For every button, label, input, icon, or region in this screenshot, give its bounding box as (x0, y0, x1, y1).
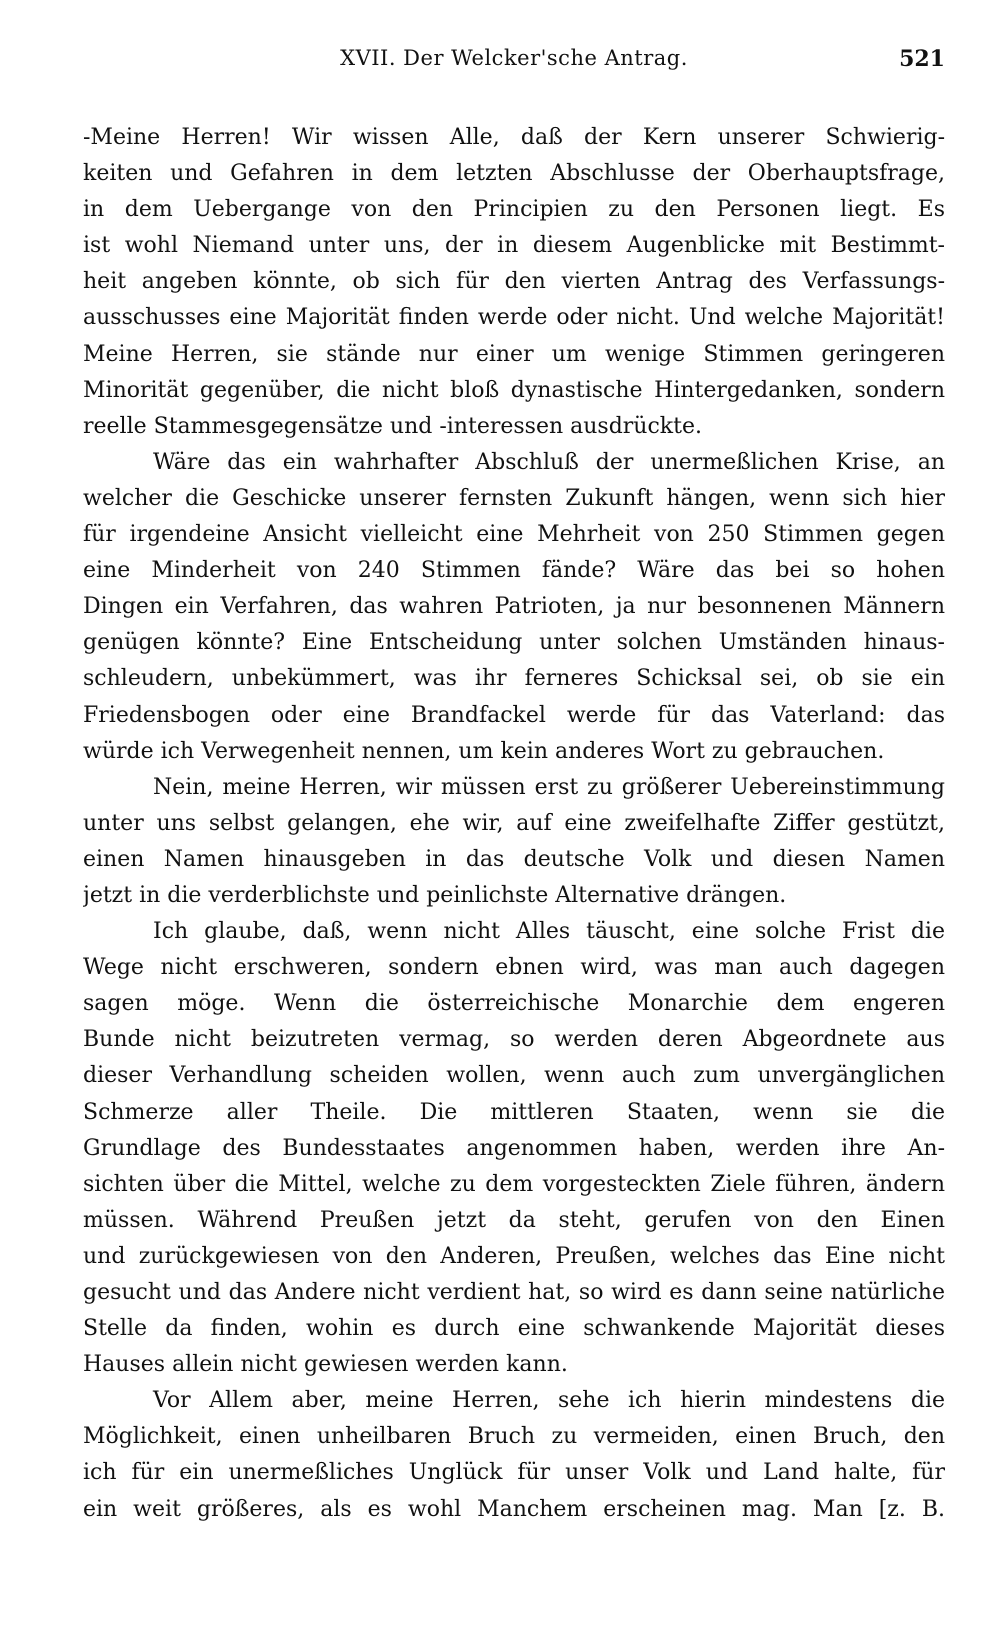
text-line: Stelle da finden, wohin es durch eine schwankende Majorität dieses (83, 1316, 945, 1342)
text-line: genügen könnte? Eine Entscheidung unter solchen Umständen hinaus- (83, 630, 945, 656)
text-line: reelle Stammesgegensätze und -interessen ausdrückte. (83, 413, 702, 439)
text-line: ich für ein unermeßliches Unglück für unser Volk und Land halte, für (83, 1460, 945, 1486)
text-line: unter uns selbst gelangen, ehe wir, auf eine zweifelhafte Ziffer gestützt, (83, 810, 945, 836)
text-line: heit angeben könnte, ob sich für den vierten Antrag des Verfassungs- (83, 269, 945, 295)
text-line: Schmerze aller Theile. Die mittleren Staaten, wenn sie die (83, 1099, 945, 1125)
text-line: einen Namen hinausgeben in das deutsche Volk und diesen Namen (83, 846, 945, 872)
text-line: welcher die Geschicke unserer fernsten Zukunft hängen, wenn sich hier (83, 485, 945, 511)
text-line: Friedensbogen oder eine Brandfackel werde für das Vaterland: das (83, 702, 945, 728)
text-line: jetzt in die verderblichste und peinlichste Alternative drängen. (83, 882, 787, 908)
text-line: Ich glaube, daß, wenn nicht Alles täuscht, eine solche Frist die (153, 919, 945, 945)
text-line: Nein, meine Herren, wir müssen erst zu größerer Uebereinstimmung (153, 774, 945, 800)
page-number: 521 (899, 46, 945, 72)
text-line: Minorität gegenüber, die nicht bloß dynastische Hintergedanken, sondern (83, 377, 945, 403)
text-line: Hauses allein nicht gewiesen werden kann. (83, 1352, 568, 1378)
text-line: sichten über die Mittel, welche zu dem vorgesteckten Ziele führen, ändern (83, 1171, 945, 1197)
text-line: Möglichkeit, einen unheilbaren Bruch zu vermeiden, einen Bruch, den (83, 1424, 945, 1450)
text-line: schleudern, unbekümmert, was ihr ferneres Schicksal sei, ob sie ein (83, 666, 945, 692)
text-line: für irgendeine Ansicht vielleicht eine Mehrheit von 250 Stimmen gegen (83, 522, 945, 548)
text-line: -Meine Herren! Wir wissen Alle, daß der Kern unserer Schwierig- (83, 125, 945, 150)
text-line: gesucht und das Andere nicht verdient hat, so wird es dann seine natürliche (83, 1280, 945, 1305)
text-line: Grundlage des Bundesstaates angenommen haben, werden ihre An- (83, 1135, 945, 1161)
text-line: eine Minderheit von 240 Stimmen fände? Wäre das bei so hohen (83, 558, 945, 584)
text-line: ist wohl Niemand unter uns, der in diesem Augenblicke mit Bestimmt- (83, 233, 945, 259)
book-page (83, 38, 945, 1528)
text-line: Wäre das ein wahrhafter Abschluß der unermeßlichen Krise, an (153, 449, 945, 475)
text-line: ausschusses eine Majorität finden werde oder nicht. Und welche Majorität! (83, 305, 945, 331)
text-line: dieser Verhandlung scheiden wollen, wenn auch zum unvergänglichen (83, 1063, 945, 1089)
running-head: XVII. Der Welcker'sche Antrag. (340, 46, 688, 70)
text-line: Dingen ein Verfahren, das wahren Patrioten, ja nur besonnenen Männern (83, 594, 945, 620)
text-line: Wege nicht erschweren, sondern ebnen wird, was man auch dagegen (83, 955, 945, 981)
page-header (83, 38, 945, 86)
text-line: Vor Allem aber, meine Herren, sehe ich hierin mindestens die (153, 1388, 945, 1414)
body-text (83, 120, 945, 1528)
text-line: würde ich Verwegenheit nennen, um kein anderes Wort zu gebrauchen. (83, 738, 885, 764)
text-line: sagen möge. Wenn die österreichische Monarchie dem engeren (83, 991, 945, 1017)
text-line: ein weit größeres, als es wohl Manchem erscheinen mag. Man [z. B. (83, 1496, 945, 1522)
text-line: Bunde nicht beizutreten vermag, so werden deren Abgeordnete aus (83, 1027, 945, 1053)
text-line: Meine Herren, sie stände nur einer um wenige Stimmen geringeren (83, 341, 945, 367)
text-line: keiten und Gefahren in dem letzten Abschlusse der Oberhauptsfrage, (83, 161, 945, 187)
text-line: und zurückgewiesen von den Anderen, Preußen, welches das Eine nicht (83, 1243, 945, 1269)
text-line: in dem Uebergange von den Principien zu den Personen liegt. Es (83, 197, 945, 223)
text-line: müssen. Während Preußen jetzt da steht, gerufen von den Einen (83, 1207, 945, 1233)
